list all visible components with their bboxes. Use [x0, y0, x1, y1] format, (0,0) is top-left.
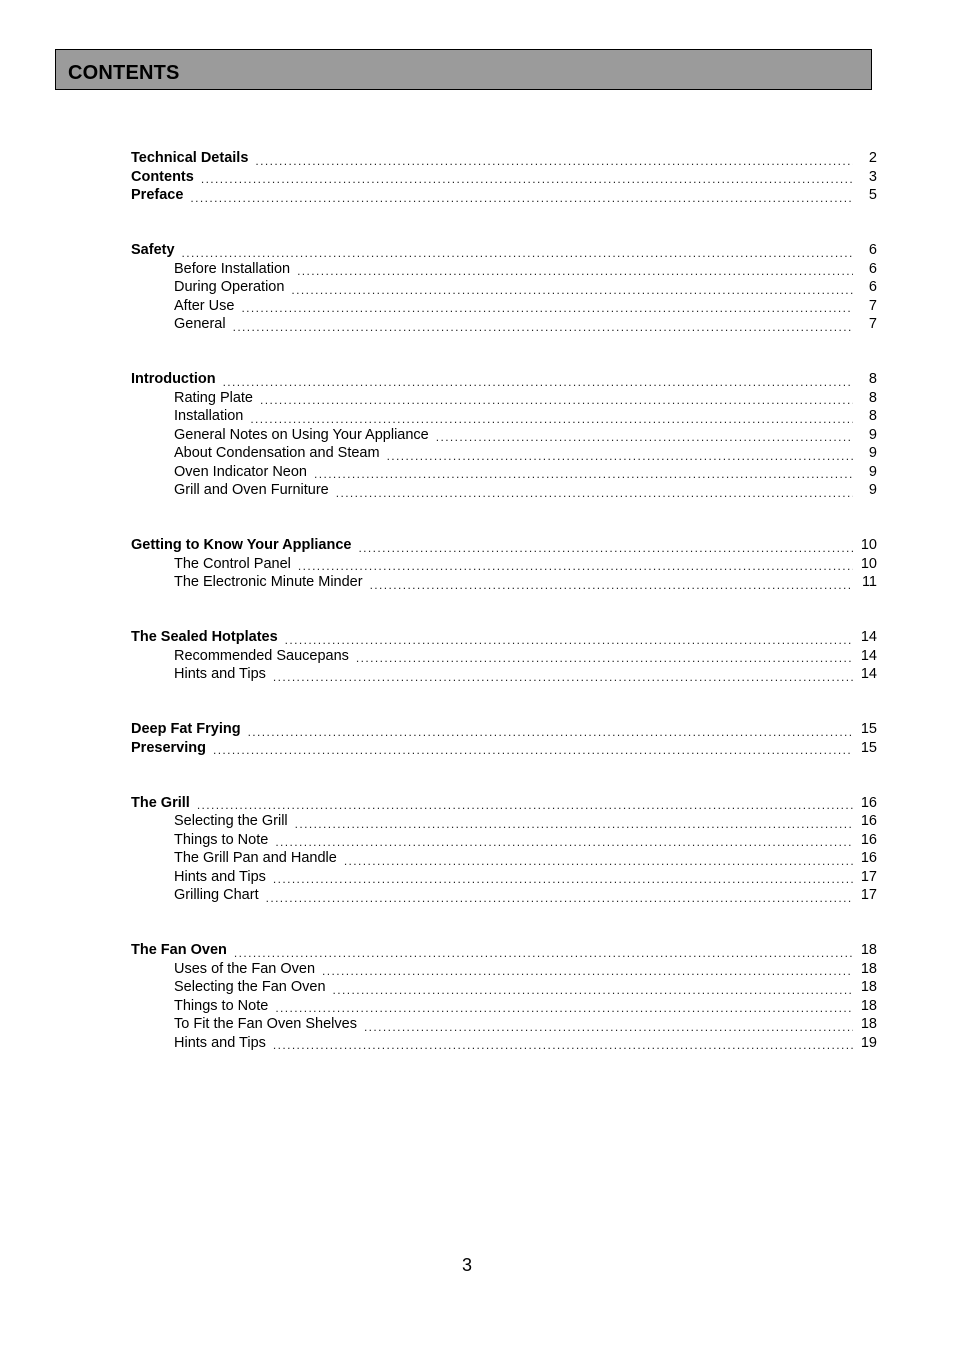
toc-entry-label: Before Installation: [174, 260, 291, 277]
toc-entry-label: The Control Panel: [174, 555, 291, 572]
toc-entry[interactable]: [131, 739, 877, 758]
toc-entry-label: To Fit the Fan Oven Shelves: [174, 1016, 357, 1032]
toc-entry-page: 16: [860, 813, 877, 829]
toc-entry-label: The Grill Pan and Handle: [174, 850, 337, 866]
toc-entry-label: Things to Note: [174, 831, 269, 848]
contents-header-bar: [55, 49, 872, 90]
toc-leader-dots: [250, 407, 853, 426]
toc-entry-label: Getting to Know Your Appliance: [131, 537, 352, 553]
toc-entry-page: 8: [868, 408, 877, 424]
toc-leader-dots: [436, 426, 853, 445]
toc-entry-label: Deep Fat Frying: [131, 721, 241, 737]
toc-entry-page: 7: [868, 316, 877, 332]
toc-entry-page: 2: [868, 150, 877, 166]
toc-entry-label: Hints and Tips: [174, 666, 266, 682]
toc-subentry[interactable]: [131, 555, 877, 574]
toc-entry-label: General: [174, 316, 226, 332]
toc-entry-page: 8: [868, 389, 877, 406]
page-title: CONTENTS: [68, 62, 180, 84]
toc-entry-page: 5: [868, 187, 877, 203]
toc-leader-dots: [213, 739, 853, 758]
toc-entry-page: 8: [868, 371, 877, 387]
toc-entry-page: 6: [868, 242, 877, 258]
toc-entry-page: 9: [868, 463, 877, 480]
toc-leader-dots: [344, 849, 853, 868]
toc-leader-dots: [234, 941, 853, 960]
toc-leader-dots: [336, 481, 853, 500]
toc-entry-page: 9: [868, 445, 877, 461]
toc-subentry[interactable]: [131, 573, 877, 592]
toc-leader-dots: [333, 978, 853, 997]
toc-leader-dots: [291, 278, 853, 297]
toc-entry-label: Recommended Saucepans: [174, 647, 349, 664]
toc-entry-page: 6: [868, 279, 877, 295]
toc-entry-page: 18: [860, 1016, 877, 1032]
toc-subentry[interactable]: [131, 812, 877, 831]
toc-entry-page: 10: [860, 555, 877, 572]
toc-leader-dots: [241, 297, 853, 316]
toc-subentry[interactable]: [131, 868, 877, 887]
toc-entry[interactable]: [131, 168, 877, 187]
toc-entry-label: The Grill: [131, 794, 190, 811]
toc-entry-page: 6: [868, 260, 877, 277]
toc-leader-dots: [223, 370, 853, 389]
toc-entry-label: The Electronic Minute Minder: [174, 574, 363, 590]
toc-subentry[interactable]: [131, 647, 877, 666]
toc-entry[interactable]: [131, 186, 877, 205]
toc-entry-label: After Use: [174, 297, 235, 314]
toc-entry-label: Introduction: [131, 371, 216, 387]
toc-leader-dots: [273, 1034, 853, 1053]
toc-leader-dots: [356, 647, 853, 666]
toc-leader-dots: [358, 536, 853, 555]
toc-leader-dots: [233, 315, 853, 334]
toc-leader-dots: [298, 555, 853, 574]
toc-subentry[interactable]: [131, 463, 877, 482]
toc-subentry[interactable]: [131, 849, 877, 868]
toc-entry-label: Uses of the Fan Oven: [174, 960, 316, 977]
toc-subentry[interactable]: [131, 407, 877, 426]
toc-entry-label: Preserving: [131, 739, 206, 756]
toc-entry-page: 15: [860, 739, 877, 756]
toc-leader-dots: [248, 720, 853, 739]
toc-entry[interactable]: [131, 149, 877, 168]
toc-leader-dots: [255, 149, 853, 168]
toc-entry-page: 16: [860, 831, 877, 848]
toc-entry-label: Rating Plate: [174, 389, 253, 406]
toc-entry-label: Preface: [131, 187, 184, 203]
toc-leader-dots: [201, 168, 853, 187]
toc-entry-label: During Operation: [174, 279, 285, 295]
toc-entry-label: Selecting the Grill: [174, 813, 288, 829]
toc-entry-label: Installation: [174, 408, 244, 424]
toc-subentry[interactable]: [131, 389, 877, 408]
toc-subentry[interactable]: [131, 960, 877, 979]
toc-leader-dots: [275, 831, 853, 850]
toc-subentry[interactable]: [131, 1015, 877, 1034]
toc-entry-page: 17: [860, 868, 877, 885]
toc-subentry[interactable]: [131, 886, 877, 905]
toc-entry-label: General Notes on Using Your Appliance: [174, 426, 429, 443]
toc-subentry[interactable]: [131, 1034, 877, 1053]
toc-subentry[interactable]: [131, 831, 877, 850]
toc-entry-label: Contents: [131, 168, 194, 185]
toc-leader-dots: [297, 260, 853, 279]
toc-subentry[interactable]: [131, 444, 877, 463]
toc-leader-dots: [295, 812, 853, 831]
toc-subentry[interactable]: [131, 978, 877, 997]
toc-entry-label: Grill and Oven Furniture: [174, 482, 329, 498]
toc-entry[interactable]: [131, 370, 877, 389]
toc-entry-page: 18: [860, 942, 877, 958]
toc-entry-page: 11: [861, 574, 877, 590]
toc-subentry[interactable]: [131, 297, 877, 316]
toc-entry-page: 15: [860, 721, 877, 737]
toc-entry-label: About Condensation and Steam: [174, 445, 380, 461]
toc-entry[interactable]: [131, 794, 877, 813]
toc-leader-dots: [197, 794, 853, 813]
toc-leader-dots: [314, 463, 853, 482]
toc-subentry[interactable]: [131, 315, 877, 334]
toc-entry-label: The Sealed Hotplates: [131, 629, 278, 645]
toc-entry-label: Selecting the Fan Oven: [174, 979, 326, 995]
toc-entry-page: 9: [868, 426, 877, 443]
toc-entry-label: Hints and Tips: [174, 868, 266, 885]
toc-entry-page: 19: [860, 1034, 877, 1051]
toc-leader-dots: [275, 997, 853, 1016]
toc-entry-label: The Fan Oven: [131, 942, 227, 958]
toc-subentry[interactable]: [131, 665, 877, 684]
toc-entry-page: 3: [868, 168, 877, 185]
toc-subentry[interactable]: [131, 997, 877, 1016]
toc-leader-dots: [364, 1015, 853, 1034]
toc-entry[interactable]: [131, 941, 877, 960]
toc-entry-page: 9: [868, 482, 877, 498]
toc-leader-dots: [190, 186, 853, 205]
toc-leader-dots: [322, 960, 853, 979]
toc-leader-dots: [182, 241, 853, 260]
toc-entry[interactable]: [131, 628, 877, 647]
toc-entry-page: 7: [868, 297, 877, 314]
toc-leader-dots: [260, 389, 853, 408]
toc-entry-page: 18: [860, 979, 877, 995]
toc-leader-dots: [273, 665, 853, 684]
toc-entry-page: 10: [860, 537, 877, 553]
toc-leader-dots: [273, 868, 853, 887]
toc-entry-label: Things to Note: [174, 997, 269, 1014]
toc-entry-label: Technical Details: [131, 150, 249, 166]
toc-entry[interactable]: [131, 536, 877, 555]
toc-entry[interactable]: [131, 720, 877, 739]
toc-entry-label: Oven Indicator Neon: [174, 463, 307, 480]
toc-entry-page: 16: [860, 794, 877, 811]
toc-leader-dots: [370, 573, 853, 592]
toc-entry-page: 14: [860, 666, 877, 682]
table-of-contents: [131, 149, 877, 1052]
toc-subentry[interactable]: [131, 260, 877, 279]
toc-entry-page: 14: [860, 629, 877, 645]
toc-leader-dots: [266, 886, 853, 905]
page-number: 3: [461, 1255, 472, 1275]
toc-entry-page: 18: [860, 960, 877, 977]
toc-leader-dots: [285, 628, 853, 647]
toc-leader-dots: [387, 444, 853, 463]
toc-entry-label: Grilling Chart: [174, 887, 259, 903]
toc-entry-label: Hints and Tips: [174, 1034, 266, 1051]
toc-entry-page: 18: [860, 997, 877, 1014]
toc-entry[interactable]: [131, 241, 877, 260]
toc-entry-page: 14: [860, 647, 877, 664]
toc-entry-page: 16: [860, 850, 877, 866]
toc-subentry[interactable]: [131, 426, 877, 445]
toc-entry-page: 17: [860, 887, 877, 903]
toc-entry-label: Safety: [131, 242, 175, 258]
toc-subentry[interactable]: [131, 278, 877, 297]
toc-subentry[interactable]: [131, 481, 877, 500]
